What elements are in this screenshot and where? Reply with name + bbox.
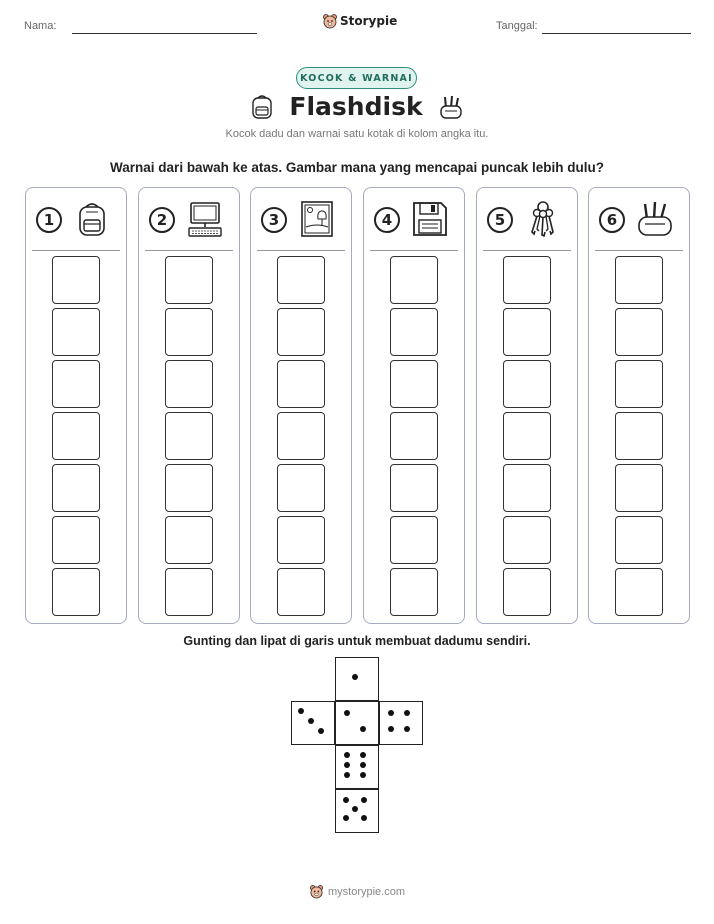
column-divider xyxy=(257,250,345,251)
column-number: 5 xyxy=(487,207,513,233)
color-box[interactable] xyxy=(390,308,438,356)
color-box[interactable] xyxy=(503,516,551,564)
color-box[interactable] xyxy=(615,516,663,564)
color-box[interactable] xyxy=(503,360,551,408)
color-box[interactable] xyxy=(165,256,213,304)
color-box[interactable] xyxy=(390,568,438,616)
color-box[interactable] xyxy=(390,464,438,512)
die-pip xyxy=(352,806,358,812)
die-face-3 xyxy=(291,701,335,745)
color-box[interactable] xyxy=(277,412,325,460)
column-number: 3 xyxy=(261,207,287,233)
column-number: 4 xyxy=(374,207,400,233)
color-box[interactable] xyxy=(390,516,438,564)
die-face-5 xyxy=(335,789,379,833)
column-number: 6 xyxy=(599,207,625,233)
color-box[interactable] xyxy=(277,464,325,512)
color-box[interactable] xyxy=(277,568,325,616)
color-box[interactable] xyxy=(52,464,100,512)
keys-icon xyxy=(523,199,563,239)
die-pip xyxy=(404,726,410,732)
floppy-disk-icon xyxy=(410,199,450,239)
column-divider xyxy=(145,250,233,251)
date-line xyxy=(542,33,691,34)
die-pip xyxy=(388,726,394,732)
color-box[interactable] xyxy=(503,308,551,356)
color-box[interactable] xyxy=(503,464,551,512)
color-box[interactable] xyxy=(615,568,663,616)
die-pip xyxy=(344,752,350,758)
color-box[interactable] xyxy=(390,256,438,304)
color-box[interactable] xyxy=(52,308,100,356)
die-pip xyxy=(360,772,366,778)
bear-logo-icon xyxy=(322,13,338,29)
die-face-1 xyxy=(335,657,379,701)
column-divider xyxy=(32,250,120,251)
color-box[interactable] xyxy=(503,568,551,616)
color-box[interactable] xyxy=(165,360,213,408)
die-pip xyxy=(361,815,367,821)
subtitle: Kocok dadu dan warnai satu kotak di kolom angka itu. xyxy=(225,128,489,140)
color-box[interactable] xyxy=(52,568,100,616)
page-title: Flashdisk xyxy=(289,92,423,121)
cut-instruction: Gunting dan lipat di garis untuk membuat dadumu sendiri. xyxy=(183,634,531,648)
name-line xyxy=(72,33,257,34)
die-face-6 xyxy=(335,745,379,789)
color-box[interactable] xyxy=(503,256,551,304)
color-box[interactable] xyxy=(165,308,213,356)
die-face-4 xyxy=(379,701,423,745)
color-box[interactable] xyxy=(277,360,325,408)
color-box[interactable] xyxy=(277,308,325,356)
column-divider xyxy=(595,250,683,251)
color-box[interactable] xyxy=(52,256,100,304)
color-box[interactable] xyxy=(615,360,663,408)
die-pip xyxy=(388,710,394,716)
color-box[interactable] xyxy=(52,516,100,564)
color-box[interactable] xyxy=(615,308,663,356)
color-box[interactable] xyxy=(165,516,213,564)
die-pip xyxy=(352,674,358,680)
column-divider xyxy=(483,250,571,251)
die-pip xyxy=(360,726,366,732)
color-box[interactable] xyxy=(277,516,325,564)
die-pip xyxy=(360,762,366,768)
color-box[interactable] xyxy=(390,412,438,460)
die-face-2 xyxy=(335,701,379,745)
die-pip xyxy=(308,718,314,724)
date-label: Tanggal: xyxy=(496,20,538,32)
color-box[interactable] xyxy=(277,256,325,304)
color-box[interactable] xyxy=(165,568,213,616)
column-number: 2 xyxy=(149,207,175,233)
die-pip xyxy=(361,797,367,803)
column-1 xyxy=(25,187,127,624)
instruction: Warnai dari bawah ke atas. Gambar mana yang mencapai puncak lebih dulu? xyxy=(110,160,604,175)
color-box[interactable] xyxy=(390,360,438,408)
brand-name: Storypie xyxy=(340,14,398,28)
color-box[interactable] xyxy=(165,412,213,460)
die-pip xyxy=(343,815,349,821)
color-box[interactable] xyxy=(615,412,663,460)
computer-icon xyxy=(185,199,225,239)
bear-logo-icon xyxy=(309,884,324,899)
column-2 xyxy=(138,187,240,624)
title-row xyxy=(0,92,714,121)
color-box[interactable] xyxy=(615,256,663,304)
color-box[interactable] xyxy=(615,464,663,512)
die-pip xyxy=(344,762,350,768)
column-6 xyxy=(588,187,690,624)
column-5 xyxy=(476,187,578,624)
picture-icon xyxy=(297,199,337,239)
category-badge: KOCOK & WARNAI xyxy=(296,67,417,89)
die-pip xyxy=(343,797,349,803)
color-box[interactable] xyxy=(52,412,100,460)
die-pip xyxy=(298,708,304,714)
pencil-case-icon xyxy=(439,94,463,120)
color-box[interactable] xyxy=(52,360,100,408)
backpack-icon xyxy=(72,199,112,239)
backpack-icon xyxy=(251,94,273,120)
die-pip xyxy=(344,772,350,778)
color-box[interactable] xyxy=(165,464,213,512)
footer xyxy=(0,884,714,899)
pencil-case-icon xyxy=(635,199,675,239)
die-pip xyxy=(404,710,410,716)
column-4 xyxy=(363,187,465,624)
die-pip xyxy=(318,728,324,734)
column-number: 1 xyxy=(36,207,62,233)
footer-url[interactable]: mystorypie.com xyxy=(327,885,406,898)
name-label: Nama: xyxy=(24,20,57,32)
brand-logo xyxy=(322,13,397,29)
die-pip xyxy=(360,752,366,758)
column-3 xyxy=(250,187,352,624)
die-pip xyxy=(344,710,350,716)
color-box[interactable] xyxy=(503,412,551,460)
column-divider xyxy=(370,250,458,251)
